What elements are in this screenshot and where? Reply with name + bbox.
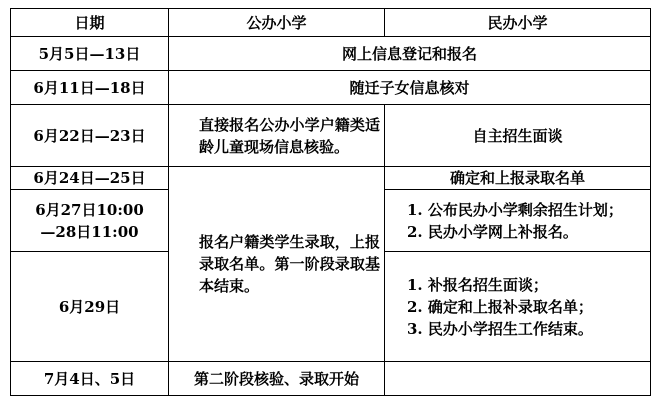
- date-cell: 6月11日—18日: [11, 71, 169, 105]
- header-public-school: 公办小学: [169, 9, 385, 37]
- list-item: 1. 公布民办小学剩余招生计划；: [407, 200, 623, 219]
- date-cell: 5月5日—13日: [11, 37, 169, 71]
- header-date: 日期: [11, 9, 169, 37]
- list-item: 2. 确定和上报补录取名单；: [407, 297, 593, 316]
- public-cell: [169, 105, 385, 167]
- date-cell: 6月24日—25日: [11, 167, 169, 190]
- list-item: 2. 民办小学网上补报名。: [407, 222, 578, 241]
- public-merged-text: 报名户籍类学生录取，上报录取名单。第一阶段录取基本结束。: [199, 233, 380, 295]
- table-row: [11, 71, 651, 105]
- header-private-school: 民办小学: [385, 9, 651, 37]
- header-row: [11, 9, 651, 37]
- table-row: [11, 105, 651, 167]
- public-text: 直接报名公办小学户籍类适龄儿童现场信息核验。: [199, 115, 380, 156]
- table-row: [11, 37, 651, 71]
- public-merged-cell: [169, 167, 385, 362]
- enrollment-schedule-table: [10, 8, 651, 396]
- merged-cell: 随迁子女信息核对: [169, 71, 651, 105]
- date-cell: 6月22日—23日: [11, 105, 169, 167]
- private-cell: [385, 252, 651, 362]
- public-cell: 第二阶段核验、录取开始: [169, 362, 385, 396]
- merged-cell: 网上信息登记和报名: [169, 37, 651, 71]
- date-line-2: —28日11:00: [40, 222, 139, 241]
- date-cell: [11, 190, 169, 252]
- private-cell: [385, 190, 651, 252]
- date-cell: 6月29日: [11, 252, 169, 362]
- date-line-1: 6月27日10:00: [35, 200, 144, 219]
- date-cell: 7月4日、5日: [11, 362, 169, 396]
- private-cell: 确定和上报录取名单: [385, 167, 651, 190]
- list-item: 1. 补报名招生面谈；: [407, 275, 548, 294]
- private-cell: 自主招生面谈: [385, 105, 651, 167]
- list-item: 3. 民办小学招生工作结束。: [407, 319, 593, 338]
- private-cell: [385, 362, 651, 396]
- table-row: [11, 362, 651, 396]
- table-row: [11, 167, 651, 190]
